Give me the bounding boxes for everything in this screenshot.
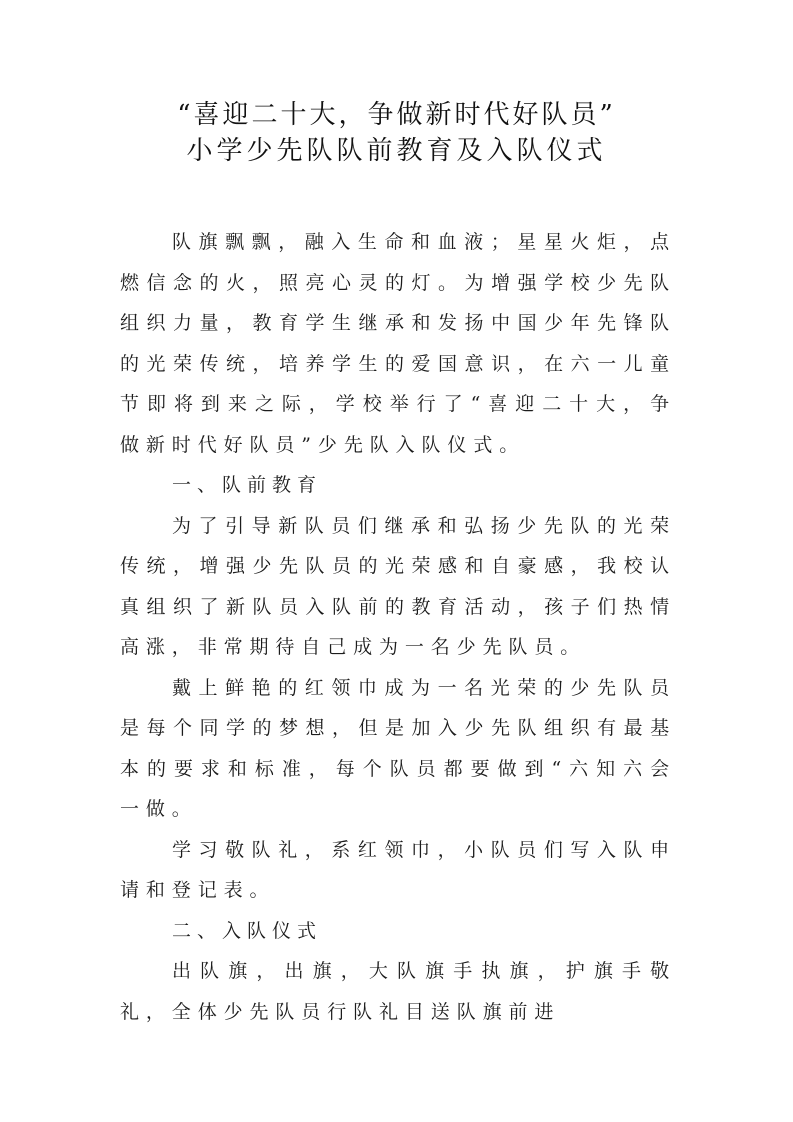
title-line-2: 小学少先队队前教育及入队仪式 xyxy=(186,136,607,166)
pre-education-paragraph-2: 戴上鲜艳的红领巾成为一名光荣的少先队员是每个同学的梦想，但是加入少先队组织有最基本的要求和标准，每个队员都要做到“六知六会一做。 xyxy=(120,676,676,820)
pre-education-paragraph-3: 学习敬队礼，系红领巾，小队员们写入队申请和登记表。 xyxy=(120,838,676,901)
ceremony-paragraph: 出队旗，出旗，大队旗手执旗，护旗手敬礼，全体少先队员行队礼目送队旗前进 xyxy=(120,960,676,1023)
section-heading-pre-education: 一、队前教育 xyxy=(172,474,323,496)
document-body xyxy=(120,222,676,1032)
document-title xyxy=(0,97,793,169)
section-heading-ceremony: 二、入队仪式 xyxy=(172,919,323,942)
pre-education-paragraph-1: 为了引导新队员们继承和弘扬少先队的光荣传统，增强少先队员的光荣感和自豪感，我校认真组织了新队员入队前的教育活动，孩子们热情高涨，非常期待自己成为一名少先队员。 xyxy=(120,514,676,658)
intro-paragraph: 队旗飘飘，融入生命和血液；星星火炬，点燃信念的火，照亮心灵的灯。为增强学校少先队组织力量，教育学生继承和发扬中国少年先锋队的光荣传统，培养学生的爱国意识，在六一儿童节即将到来之际，学校举行了“喜迎二十大，争做新时代好队员”少先队入队仪式。 xyxy=(120,231,676,456)
title-line-1: “喜迎二十大，争做新时代好队员” xyxy=(177,100,616,130)
